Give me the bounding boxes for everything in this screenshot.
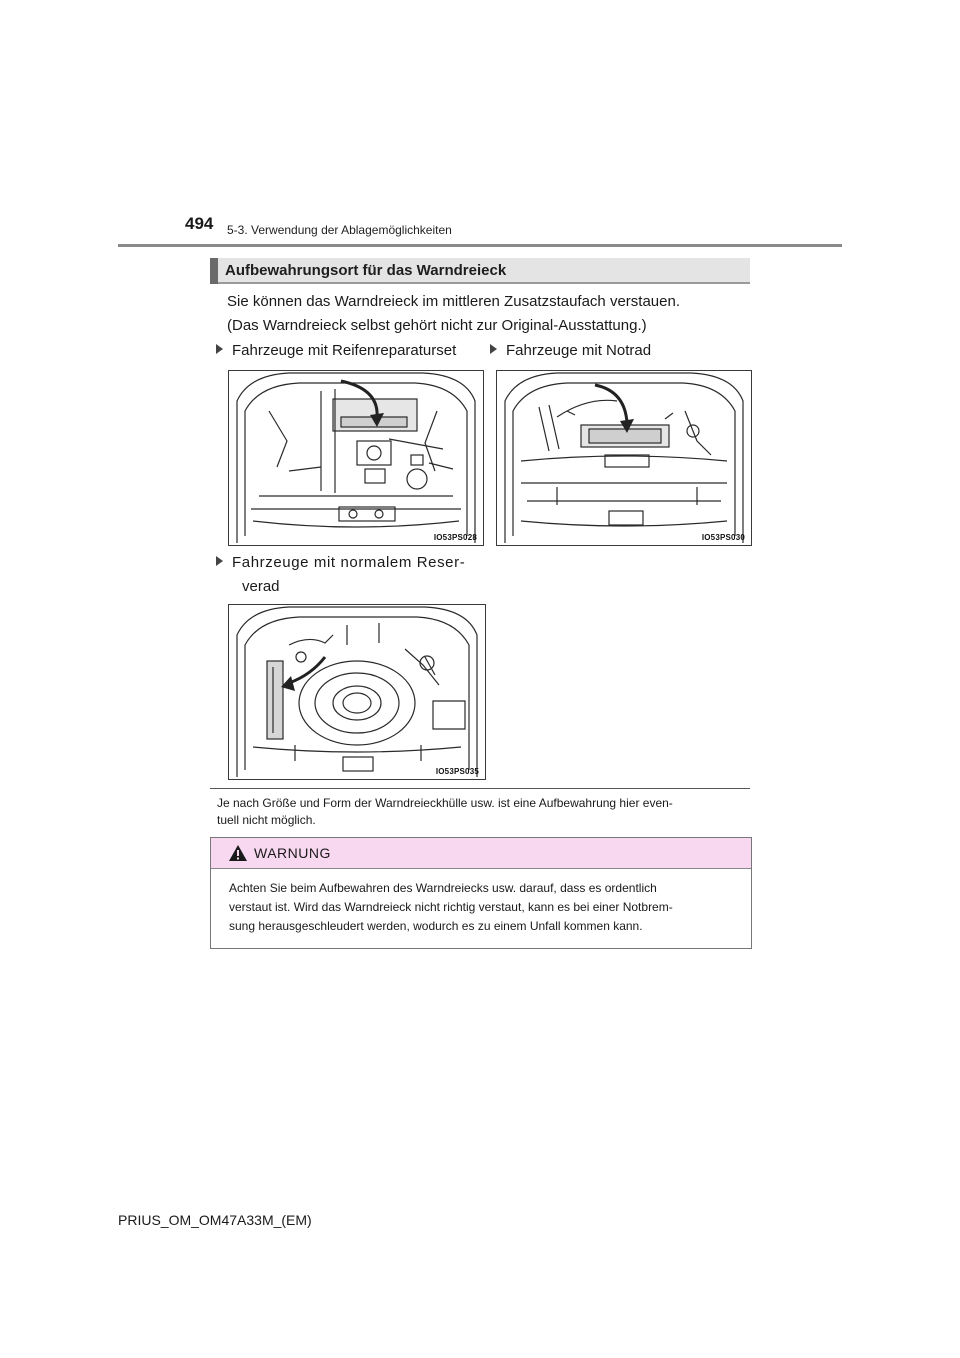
intro-text	[227, 290, 680, 338]
note-divider	[210, 788, 750, 789]
trunk-illustration-full-spare	[228, 604, 486, 780]
trunk-drawing-1	[229, 371, 483, 545]
bullet-triangle-icon	[216, 344, 223, 354]
warning-triangle-icon	[228, 844, 248, 862]
note-line-2: tuell nicht möglich.	[217, 813, 316, 827]
figure-caption-2: Fahrzeuge mit Notrad	[490, 339, 651, 363]
figure-code: IO53PS035	[435, 767, 479, 776]
figure-caption-3: Fahrzeuge mit normalem Reser- verad	[216, 551, 465, 599]
figure-caption-1: Fahrzeuge mit Reifenreparaturset	[216, 339, 456, 363]
warning-line-2: verstaut ist. Wird das Warndreieck nicht richtig verstaut, kann es bei einer Notbrem-	[229, 900, 673, 914]
section-heading-box	[210, 258, 750, 284]
figure-code: IO53PS030	[701, 533, 745, 542]
bullet-triangle-icon	[216, 556, 223, 566]
bullet-triangle-icon	[490, 344, 497, 354]
trunk-illustration-temporary-spare	[496, 370, 752, 546]
note-text	[217, 795, 750, 829]
figure-code: IO53PS028	[433, 533, 477, 542]
header-rule	[118, 244, 842, 247]
document-id: PRIUS_OM_OM47A33M_(EM)	[118, 1212, 312, 1228]
note-line-1: Je nach Größe und Form der Warndreieckhülle usw. ist eine Aufbewahrung hier even-	[217, 796, 673, 810]
trunk-illustration-repair-kit	[228, 370, 484, 546]
heading-accent-bar	[210, 258, 218, 284]
intro-line-2: (Das Warndreieck selbst gehört nicht zur Original-Ausstattung.)	[227, 317, 647, 334]
warning-title: WARNUNG	[254, 845, 331, 861]
warning-box	[210, 837, 752, 949]
trunk-drawing-2	[497, 371, 751, 545]
warning-header	[211, 838, 751, 869]
intro-line-1: Sie können das Warndreieck im mittleren Zusatzstaufach verstauen.	[227, 293, 680, 310]
section-heading: Aufbewahrungsort für das Warndreieck	[225, 262, 507, 279]
warning-line-1: Achten Sie beim Aufbewahren des Warndreiecks usw. darauf, dass es ordentlich	[229, 881, 657, 895]
warning-text	[229, 879, 740, 936]
warning-line-3: sung herausgeschleudert werden, wodurch es zu einem Unfall kommen kann.	[229, 919, 643, 933]
trunk-drawing-3	[229, 605, 485, 779]
section-title: 5-3. Verwendung der Ablagemöglichkeiten	[227, 223, 452, 237]
page-number: 494	[185, 214, 214, 233]
